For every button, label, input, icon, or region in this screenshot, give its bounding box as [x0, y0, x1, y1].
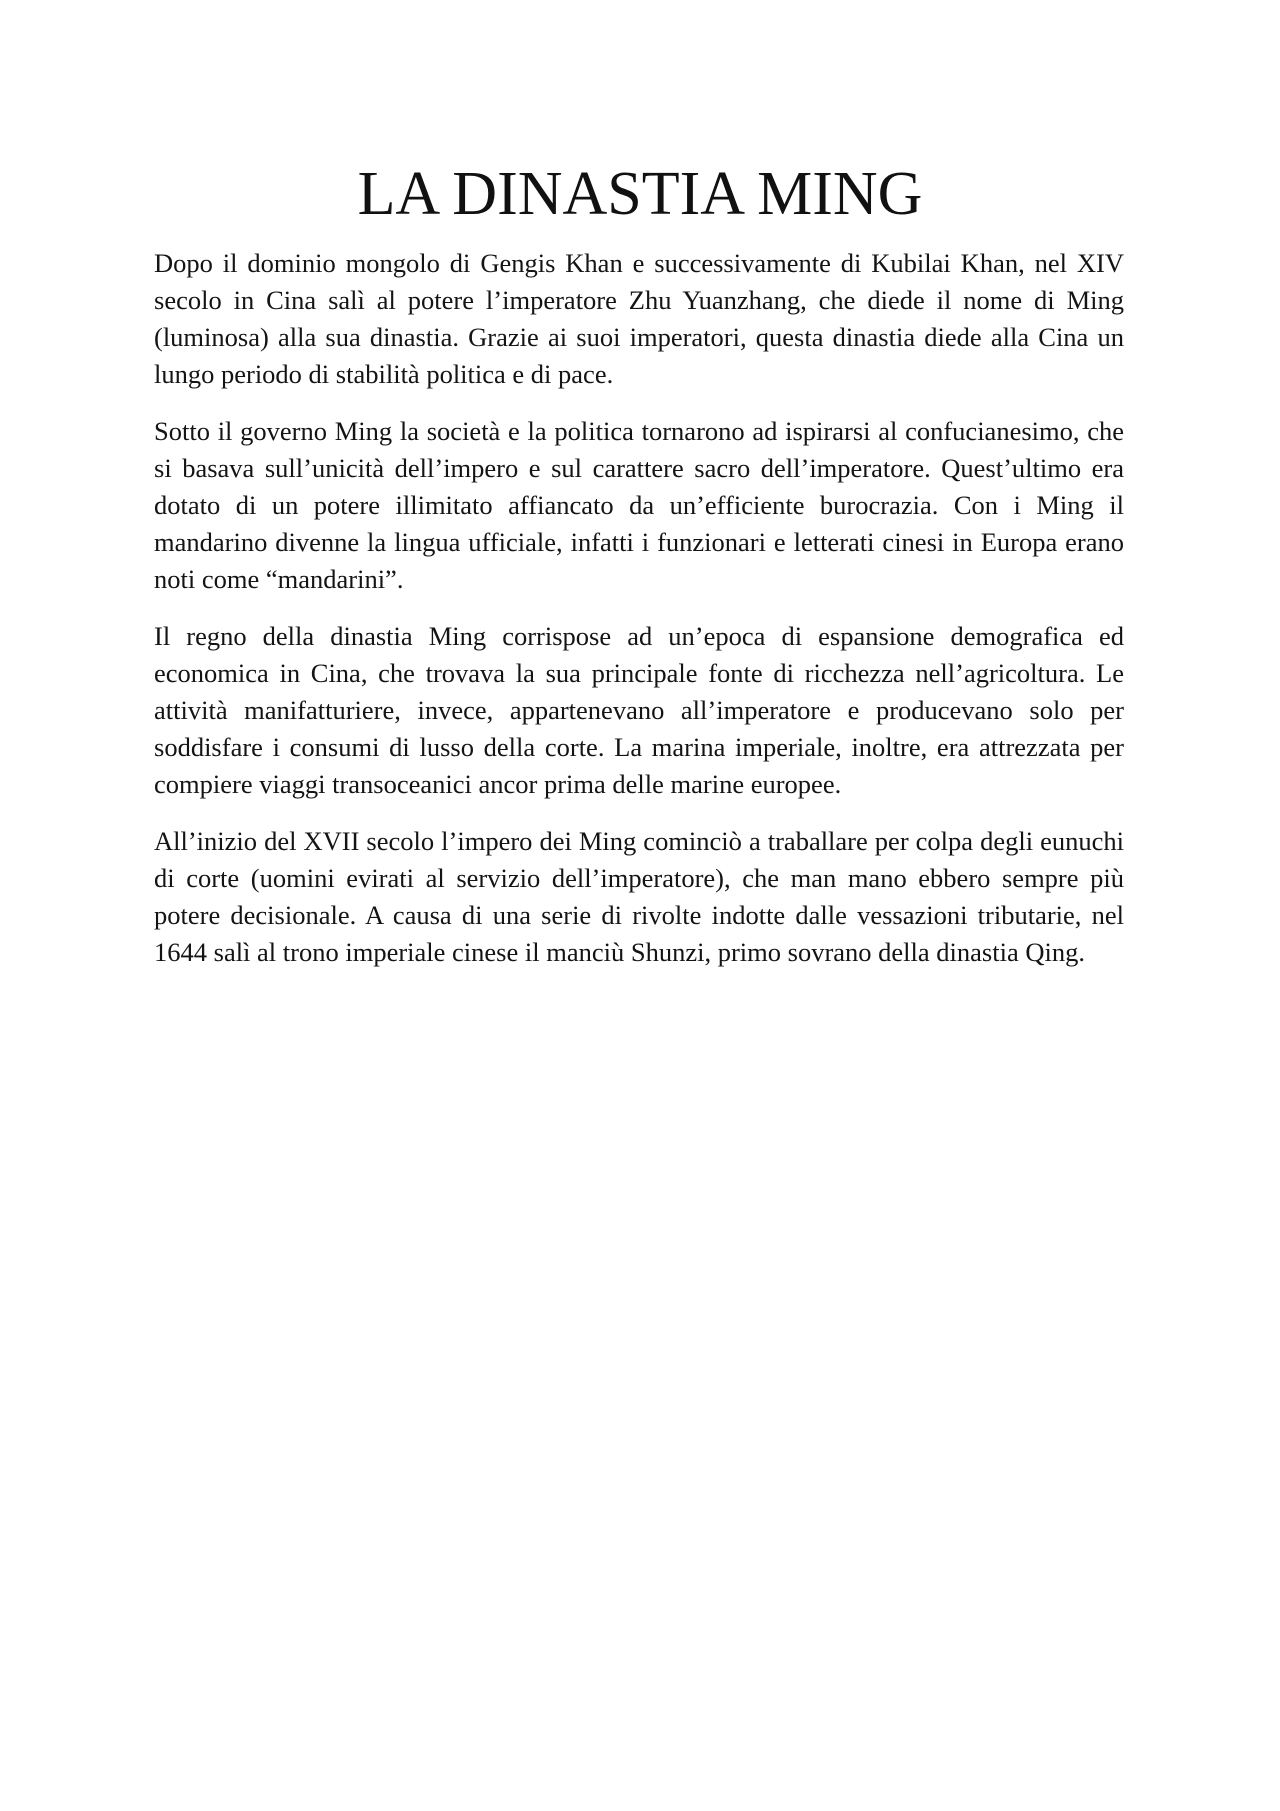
paragraph-3: Il regno della dinastia Ming corrispose ad un’epoca di espansione demografica ed economica in Cina, che trovava la sua principale fonte di ricchezza nell’agricoltura. Le attività manifatturiere, invece, appartenevano all’imperatore e producevano solo per soddisfare i consumi di lusso della corte. La marina imperiale, inoltre, era attrezzata per compiere viaggi transoceanici ancor prima delle marine europee.: [154, 621, 1124, 799]
page-title: LA DINASTIA MING: [357, 160, 923, 228]
body-text: [154, 245, 1124, 991]
paragraph-1: Dopo il dominio mongolo di Gengis Khan e successivamente di Kubilai Khan, nel XIV secolo in Cina salì al potere l’imperatore Zhu Yuanzhang, che diede il nome di Ming (luminosa) alla sua dinastia. Grazie ai suoi imperatori, questa dinastia diede alla Cina un lungo periodo di stabilità politica e di pace.: [154, 248, 1124, 389]
paragraph-2: Sotto il governo Ming la società e la politica tornarono ad ispirarsi al confucianesimo, che si basava sull’unicità dell’impero e sul carattere sacro dell’imperatore. Quest’ultimo era dotato di un potere illimitato affiancato da un’efficiente burocrazia. Con i Ming il mandarino divenne la lingua ufficiale, infatti i funzionari e letterati cinesi in Europa erano noti come “mandarini”.: [154, 416, 1124, 594]
paragraph-4: All’inizio del XVII secolo l’impero dei Ming cominciò a traballare per colpa degli eunuchi di corte (uomini evirati al servizio dell’imperatore), che man mano ebbero sempre più potere decisionale. A causa di una serie di rivolte indotte dalle vessazioni tributarie, nel 1644 salì al trono imperiale cinese il manciù Shunzi, primo sovrano della dinastia Qing.: [154, 826, 1124, 967]
